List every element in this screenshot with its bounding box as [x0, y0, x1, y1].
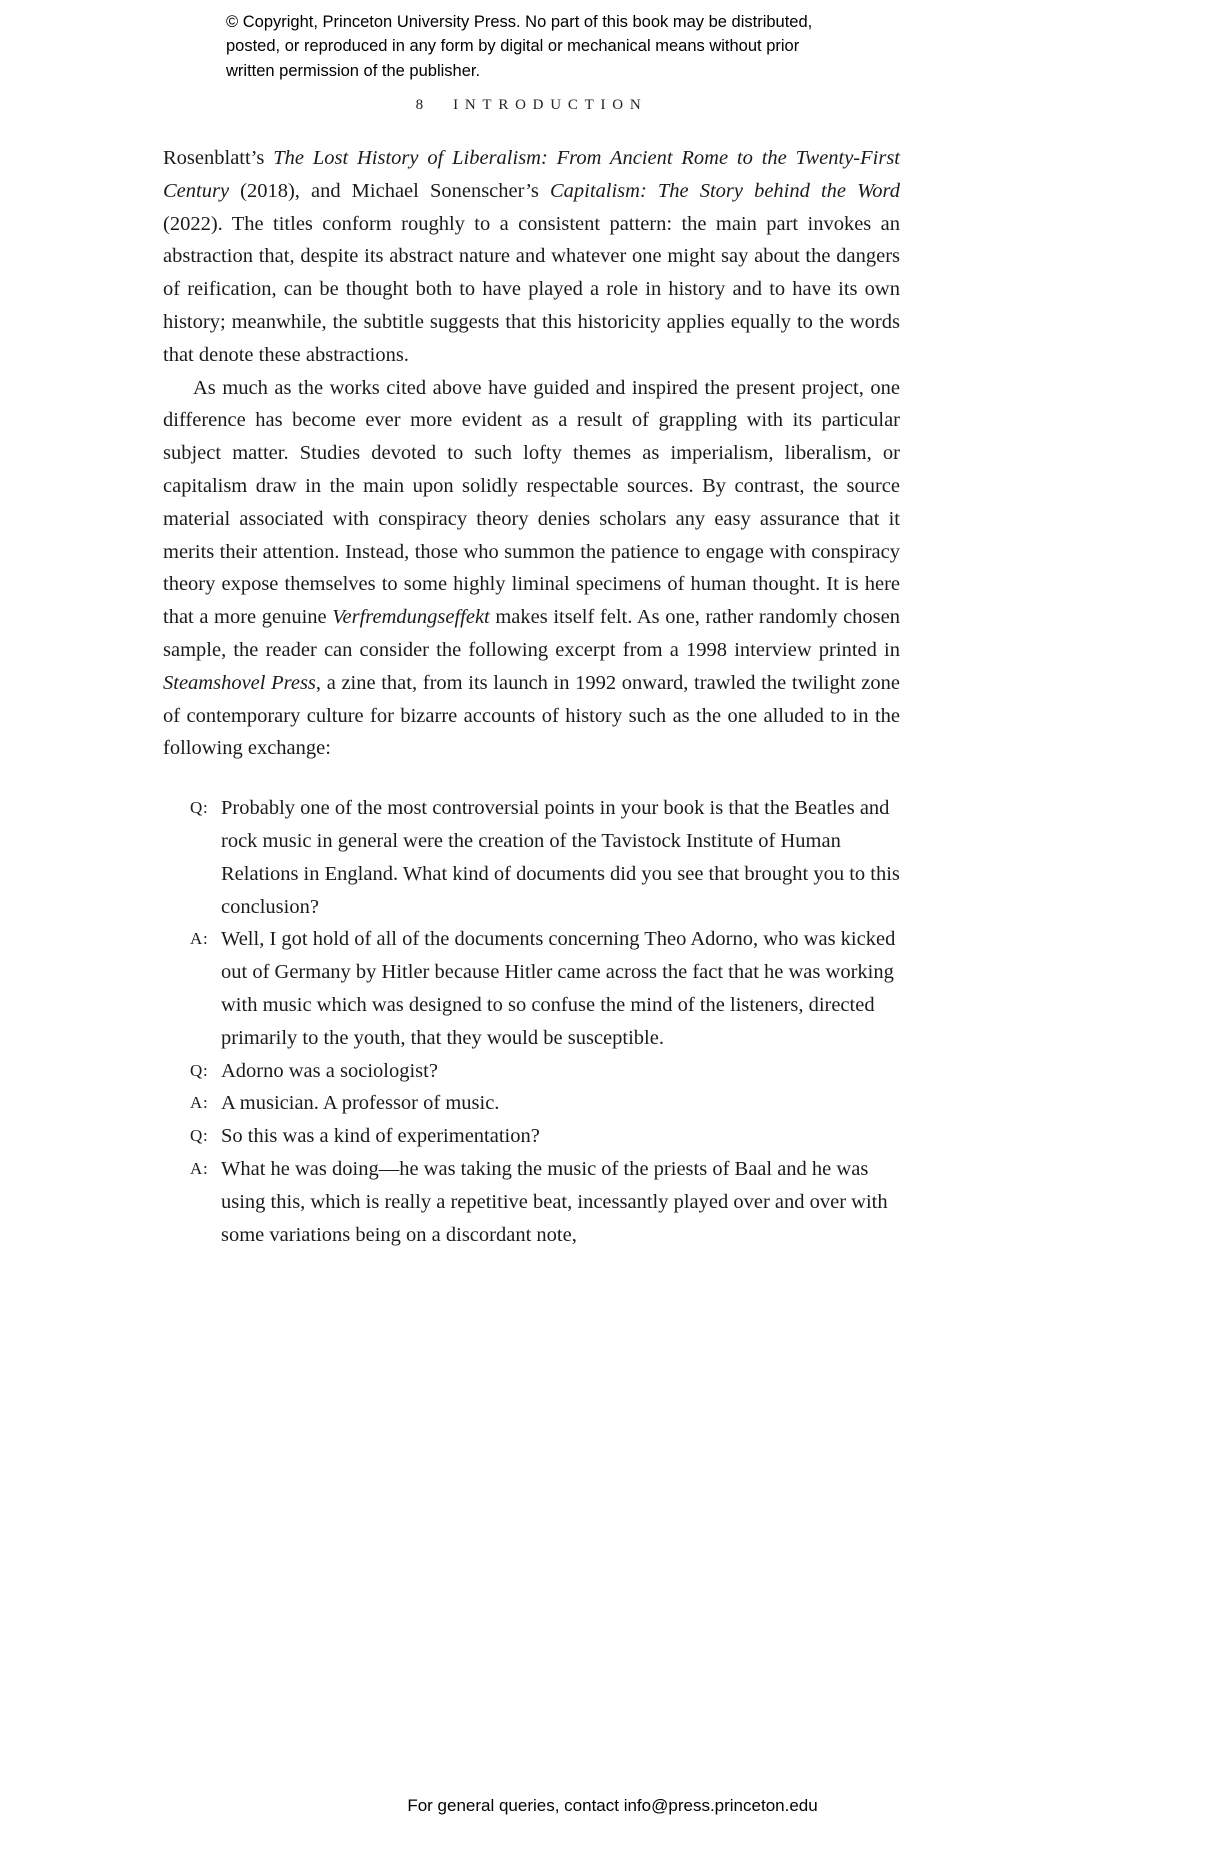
copyright-notice: © Copyright, Princeton University Press. No part of this book may be distributed, posted, or reproduced in any form by digital or mechanical means without prior written permission of the publisher.: [226, 13, 813, 80]
speaker-label: Q:: [190, 798, 209, 818]
page-body: [163, 142, 900, 1251]
text-run: , a zine that, from its launch in 1992 onward, trawled the twilight zone of contemporary culture for bizarre accounts of history such as the one alluded to in the following exchange:: [163, 671, 901, 760]
italic-run: Verfremdungseffekt: [332, 606, 490, 629]
speaker-label: A:: [190, 1093, 209, 1113]
speaker-label: A:: [190, 929, 209, 949]
paragraph: [163, 142, 900, 372]
qa-text: Probably one of the most controversial points in your book is that the Beatles and rock music in general were the creation of the Tavistock Institute of Human Relations in England. What kind of documents did you see that brought you to this conclusion?: [221, 797, 900, 918]
text-run: As much as the works cited above have guided and inspired the present project, one difference has become ever more evident as a result of grappling with its particular subject matter. Studies devoted to such lofty themes as imperialism, liberalism, or capitalism draw in the main upon solidly respectable sources. By contrast, the source material associated with conspiracy theory denies scholars any easy assurance that it merits their attention. Instead, those who summon the patience to engage with conspiracy theory expose themselves to some highly liminal specimens of human thought. It is here that a more genuine: [163, 376, 900, 629]
footer-query-note: For general queries, contact info@press.princeton.edu: [407, 1796, 818, 1815]
qa-text: What he was doing—he was taking the music of the priests of Baal and he was using this, which is really a repetitive beat, incessantly played over and over with some variations being on a discordant note,: [221, 1157, 888, 1246]
italic-run: Steamshovel Press: [163, 671, 316, 694]
qa-row: [190, 792, 900, 923]
qa-row: [190, 923, 900, 1054]
qa-text: Well, I got hold of all of the documents concerning Theo Adorno, who was kicked out of Germany by Hitler because Hitler came across the fact that he was working with music which was designed to so confuse the mind of the listeners, directed primarily to the youth, that they would be susceptible.: [221, 928, 896, 1049]
speaker-label: A:: [190, 1158, 209, 1178]
qa-text: A musician. A professor of music.: [221, 1092, 500, 1115]
speaker-label: Q:: [190, 1126, 209, 1146]
italic-run: Capitalism: The Story behind the Word: [549, 179, 900, 202]
interview-block: [163, 792, 900, 1251]
text-run: (2022). The titles conform roughly to a consistent pattern: the main part invokes an abstraction that, despite its abstract nature and whatever one might say about the dangers of reification, can be thought both to have played a role in history and to have its own history; meanwhile, the subtitle suggests that this historicity applies equally to the words that denote these abstractions.: [163, 212, 900, 366]
qa-row: [190, 1153, 900, 1251]
page-number: 8: [415, 97, 424, 113]
text-run: (2018), and Michael Sonenscher’s: [229, 179, 550, 202]
running-head: [163, 97, 900, 114]
qa-row: [190, 1120, 900, 1153]
qa-text: So this was a kind of experimentation?: [221, 1125, 540, 1148]
section-title: INTRODUCTION: [453, 97, 648, 113]
text-run: Rosenblatt’s: [163, 147, 274, 169]
speaker-label: Q:: [190, 1060, 209, 1080]
paragraph: [163, 372, 900, 766]
body-paragraphs: [163, 142, 900, 765]
text-run: makes itself felt. As one, rather randomly chosen sample, the reader can consider the following excerpt from a 1998 interview printed in: [163, 606, 901, 661]
qa-text: Adorno was a sociologist?: [221, 1059, 438, 1082]
qa-row: [190, 1055, 900, 1088]
italic-run: The Lost History of Liberalism: From Ancient Rome to the Twenty-First Century: [163, 147, 900, 202]
qa-row: [190, 1087, 900, 1120]
